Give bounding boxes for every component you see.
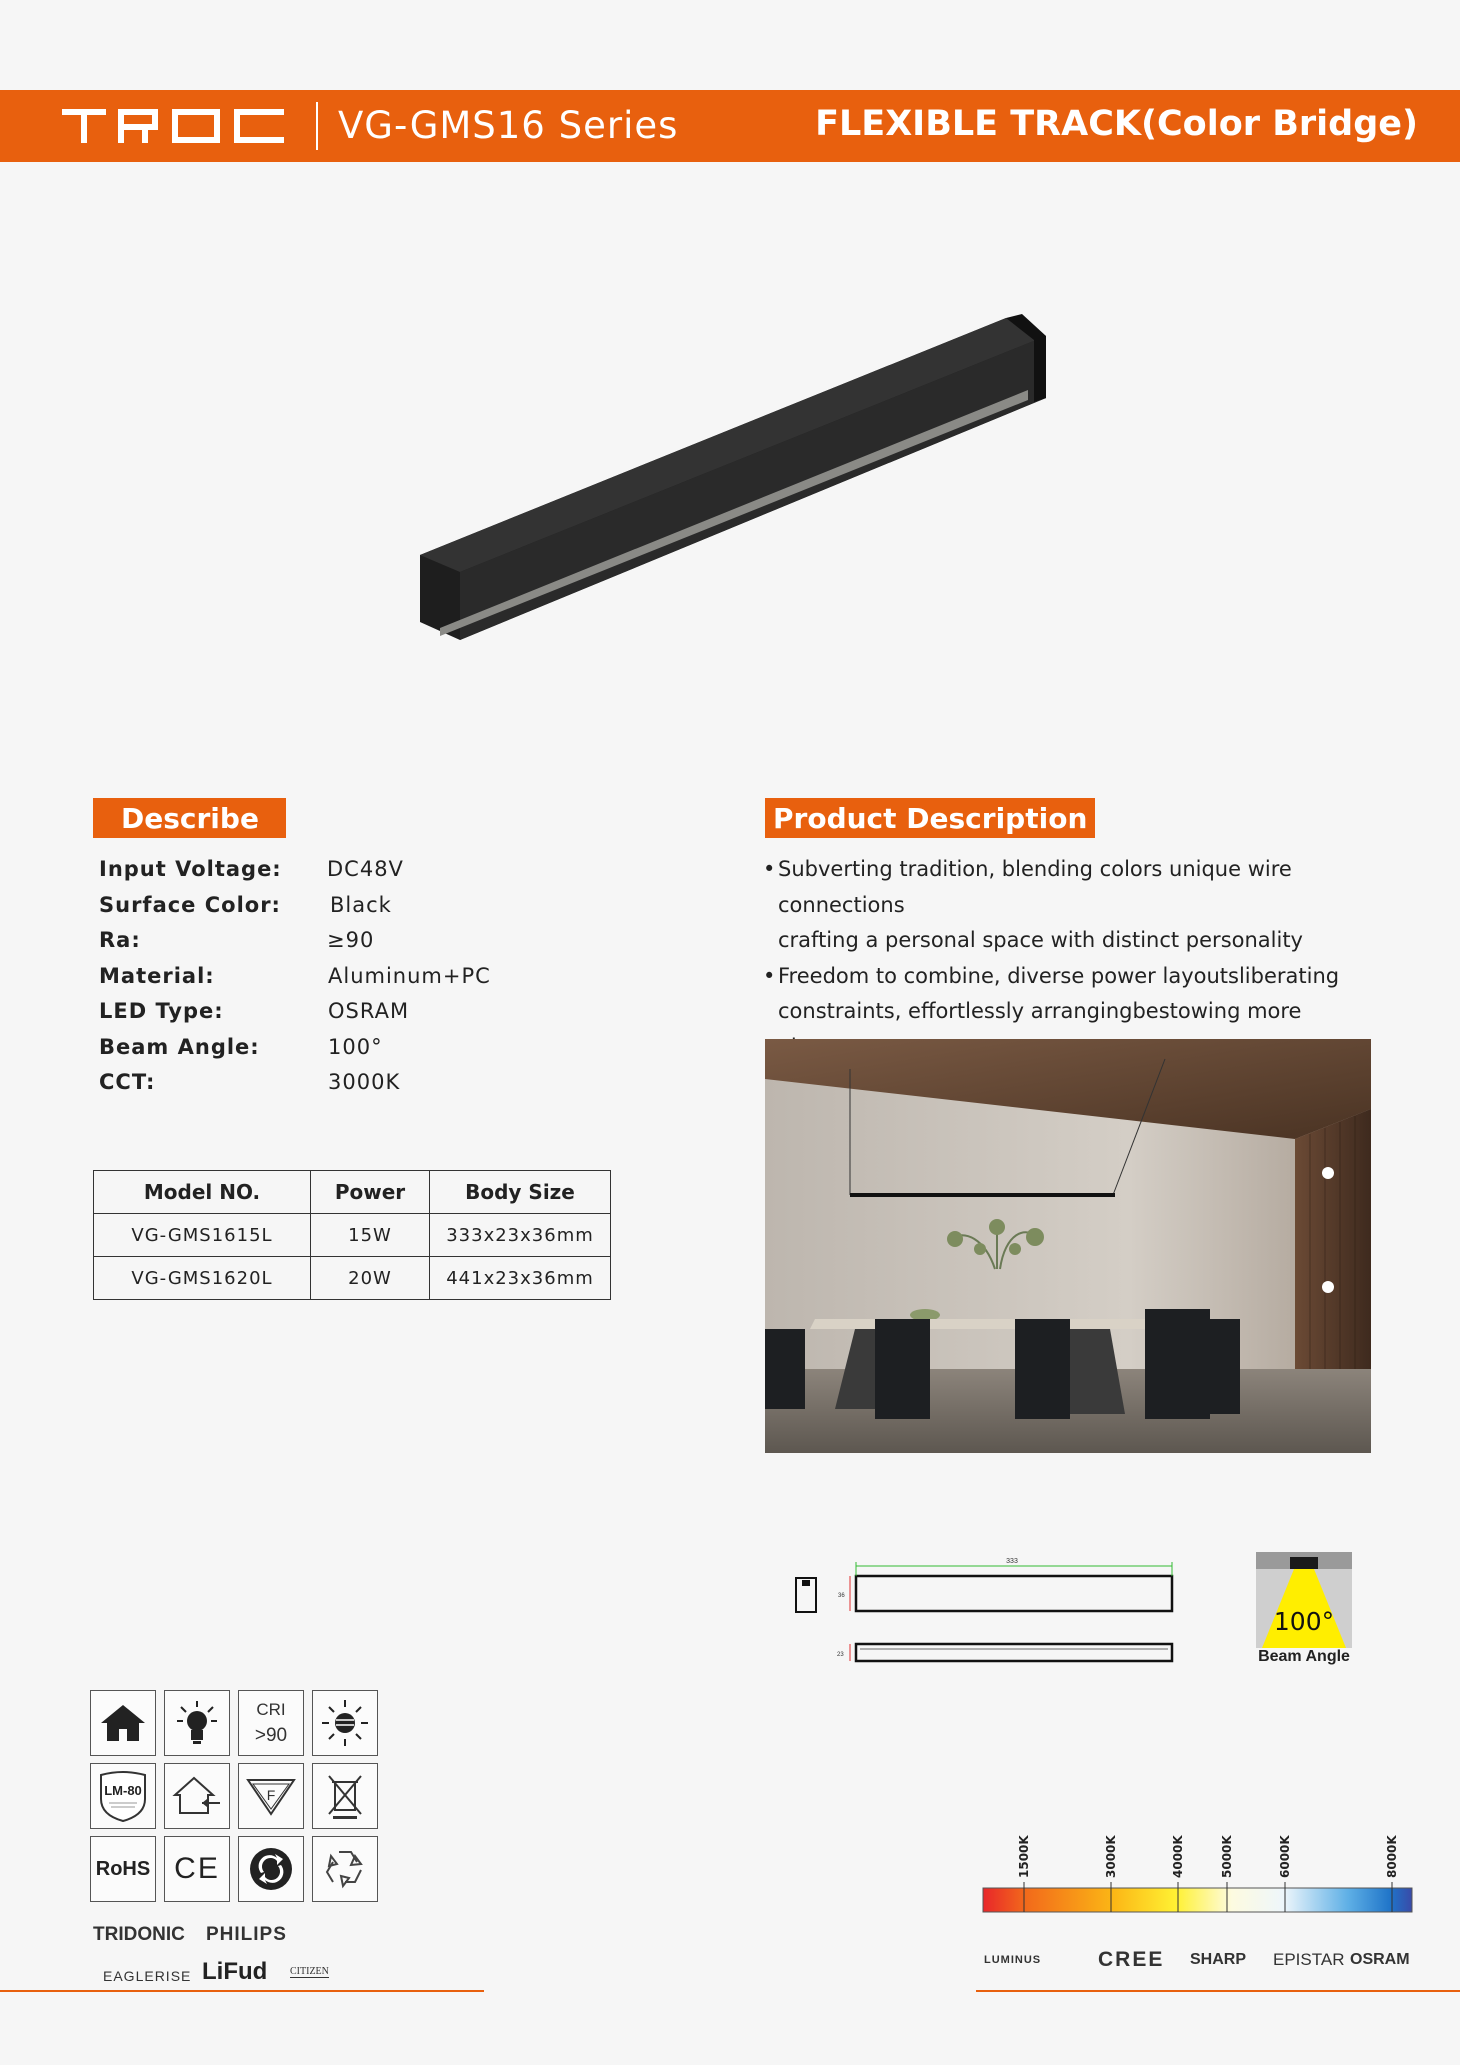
brand-eaglerise: EAGLERISE: [103, 1968, 192, 1984]
home-icon: [90, 1690, 156, 1756]
spec-label: Surface Color:: [99, 892, 281, 917]
lm80-badge: [90, 1763, 156, 1829]
room-photo: [765, 1039, 1371, 1453]
cell-model: VG-GMS1620L: [94, 1257, 311, 1300]
spec-value: Black: [330, 892, 392, 917]
cell-size: 441x23x36mm: [430, 1257, 611, 1300]
beam-angle-graphic: [1256, 1552, 1352, 1648]
brand-philips: PHILIPS: [206, 1924, 287, 1945]
cct-label: 6000K: [1278, 1835, 1292, 1878]
description-item: [763, 852, 1403, 959]
table-row: [94, 1214, 611, 1257]
rohs-badge: [90, 1836, 156, 1902]
brand-citizen: CITIZEN: [290, 1966, 329, 1977]
sun-icon: [312, 1690, 378, 1756]
product-description-heading: Product Description: [765, 798, 1095, 838]
brand-cree: CREE: [1098, 1948, 1165, 1971]
cct-label: 1500K: [1017, 1835, 1031, 1878]
spec-value: OSRAM: [328, 999, 410, 1023]
cri-badge: [238, 1690, 304, 1756]
beam-angle-caption: Beam Angle: [1258, 1648, 1350, 1665]
length-dim-label: 333: [1006, 1558, 1018, 1565]
dimension-drawing: [790, 1552, 1180, 1672]
spec-value: 100°: [328, 1034, 383, 1059]
ce-text: CE: [174, 1852, 220, 1885]
spec-value: DC48V: [327, 857, 404, 881]
f-mark-text: F: [266, 1787, 276, 1803]
description-line: crafting a personal space with distinct personality: [778, 928, 1303, 952]
brand-luminus: LUMINUS: [984, 1954, 1042, 1966]
spec-label: Material:: [99, 963, 215, 988]
cct-label: 3000K: [1104, 1835, 1118, 1878]
describe-heading: Describe: [93, 798, 286, 838]
width-dim-label: 23: [837, 1652, 844, 1658]
spec-value: 3000K: [328, 1070, 401, 1094]
col-power: Power: [311, 1171, 430, 1214]
table-row: [94, 1257, 611, 1300]
col-body-size: Body Size: [430, 1171, 611, 1214]
ce-mark: [164, 1836, 230, 1902]
cri-label: CRI: [256, 1700, 286, 1719]
spec-label: Beam Angle:: [99, 1034, 260, 1059]
cct-label: 8000K: [1385, 1835, 1399, 1878]
brand-osram: OSRAM: [1350, 1951, 1410, 1968]
cct-scale: [980, 1832, 1420, 1914]
cell-power: 20W: [311, 1257, 430, 1300]
col-model: Model NO.: [94, 1171, 311, 1214]
recycle-icon: [312, 1836, 378, 1902]
footer-rule-right: [976, 1990, 1460, 1992]
spec-label: CCT:: [99, 1070, 156, 1094]
brand-tridonic: TRIDONIC: [93, 1924, 185, 1945]
footer-rule-left: [0, 1990, 484, 1992]
green-dot-icon: [238, 1836, 304, 1902]
height-dim-label: 36: [838, 1593, 845, 1599]
house-input-icon: [164, 1763, 230, 1829]
spec-label: Input Voltage:: [99, 857, 282, 881]
spec-value: ≥90: [327, 928, 375, 952]
brand-sharp: SHARP: [1190, 1951, 1247, 1968]
cell-size: 333x23x36mm: [430, 1214, 611, 1257]
brand-lifud: LiFud: [202, 1958, 268, 1985]
bulb-icon: [164, 1690, 230, 1756]
spec-value: Aluminum+PC: [328, 963, 491, 988]
description-line: Freedom to combine, diverse power layoutsliberating: [778, 963, 1340, 988]
cri-value: >90: [254, 1725, 288, 1746]
bullet: •: [763, 857, 776, 881]
header-divider: [316, 102, 318, 150]
cell-model: VG-GMS1615L: [94, 1214, 311, 1257]
rohs-text: RoHS: [95, 1857, 151, 1880]
bullet: •: [763, 963, 776, 988]
spec-label: Ra:: [99, 928, 141, 952]
model-table: [93, 1170, 611, 1300]
cell-power: 15W: [311, 1214, 430, 1257]
cct-label: 5000K: [1220, 1835, 1234, 1878]
cct-label: 4000K: [1171, 1835, 1185, 1878]
description-line: constraints, effortlessly arrangingbestowing more: [778, 999, 1302, 1023]
series-name: VG-GMS16 Series: [338, 104, 679, 147]
f-diamond-icon: [238, 1763, 304, 1829]
product-image: [410, 310, 1060, 650]
product-title: FLEXIBLE TRACK(Color Bridge): [815, 104, 1418, 144]
beam-angle-value: 100°: [1273, 1607, 1335, 1636]
spec-label: LED Type:: [99, 999, 224, 1023]
lm80-text: LM-80: [104, 1783, 142, 1798]
description-line: Subverting tradition, blending colors unique wire connections: [778, 857, 1292, 917]
troc-logo: [62, 103, 292, 149]
weee-bin-icon: [312, 1763, 378, 1829]
brand-epistar: EPISTAR: [1273, 1950, 1345, 1969]
